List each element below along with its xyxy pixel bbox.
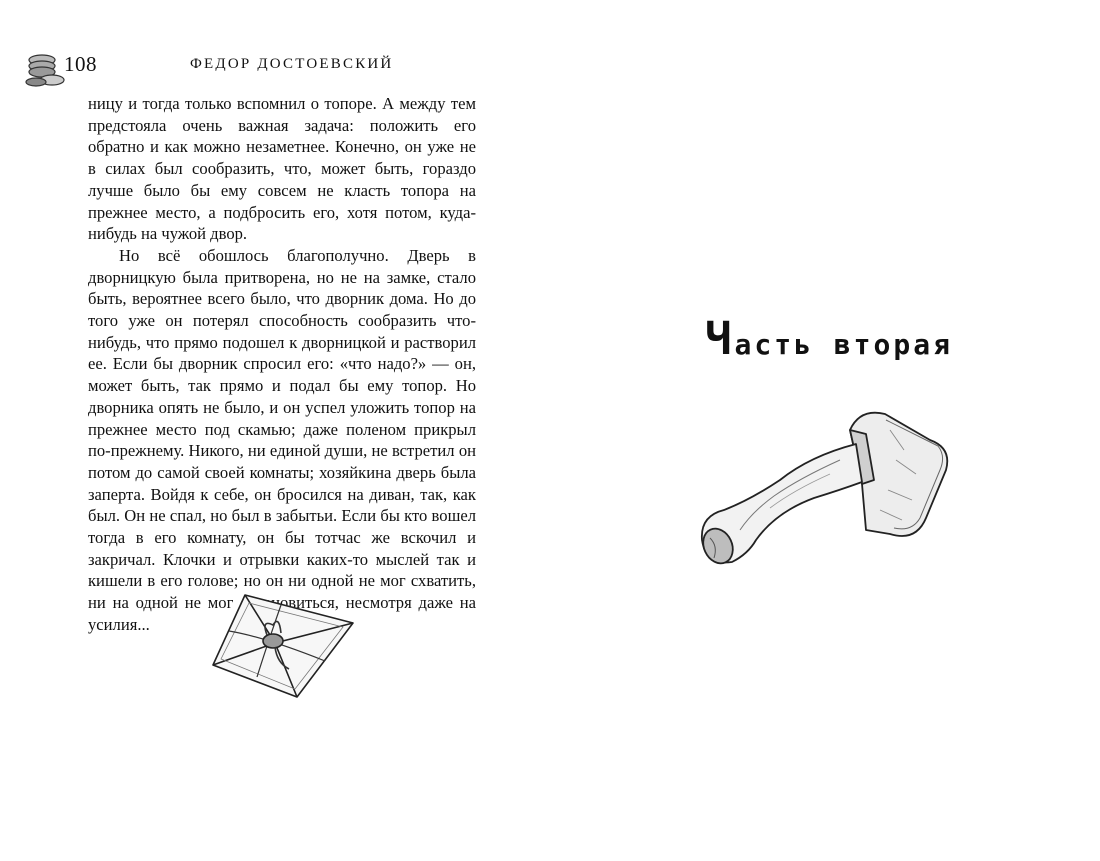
page-number: 108 [64, 52, 97, 76]
part-title [705, 314, 953, 365]
part-title-rest: асть вторая [734, 328, 953, 361]
envelope-icon [205, 585, 355, 705]
part-title-initial: Ч [705, 314, 735, 365]
paragraph: Но всё обошлось благополучно. Дверь в дворницкую была притворена, но не на замке, стало быть, вероятнее всего было, что дворник дома. Но до того уже он потерял способность сообразить что-нибудь, что прямо подошел к дворницкой и растворил ее. Если бы дворник спросил его: «что надо?» — он, может быть, так прямо и подал бы ему топор. Но дворника опять не было, и он успел уложить топор на прежнее место под скамью; даже поленом прикрыл по-прежнему. Никого, ни единой души, не встретил он потом до самой своей комнаты; хозяйкина дверь была заперта. Войдя к себе, он бросился на диван, так, как был. Он не спал, но был в забытьи. Если бы кто вошел тогда в его комнату, он бы тотчас же вскочил и закричал. Клочки и отрывки каких-то мыслей так и кишели в его голове; но он ни одной не мог схватить, ни на одной не мог остановиться, несмотря даже на усилия... [88, 245, 476, 634]
axe-icon [690, 400, 952, 580]
paragraph: ницу и тогда только вспомнил о топоре. А между тем предстояла очень важная задача: положить его обратно и как можно незаметнее. Конечно, он уже не в силах был сообразить, что, может быть, гораздо лучше было бы ему совсем не класть топора на прежнее место, а подбросить его, хотя потом, куда-нибудь на чужой двор. [88, 94, 476, 244]
body-text [88, 93, 476, 636]
running-head: ФЕДОР ДОСТОЕВСКИЙ [190, 56, 394, 72]
